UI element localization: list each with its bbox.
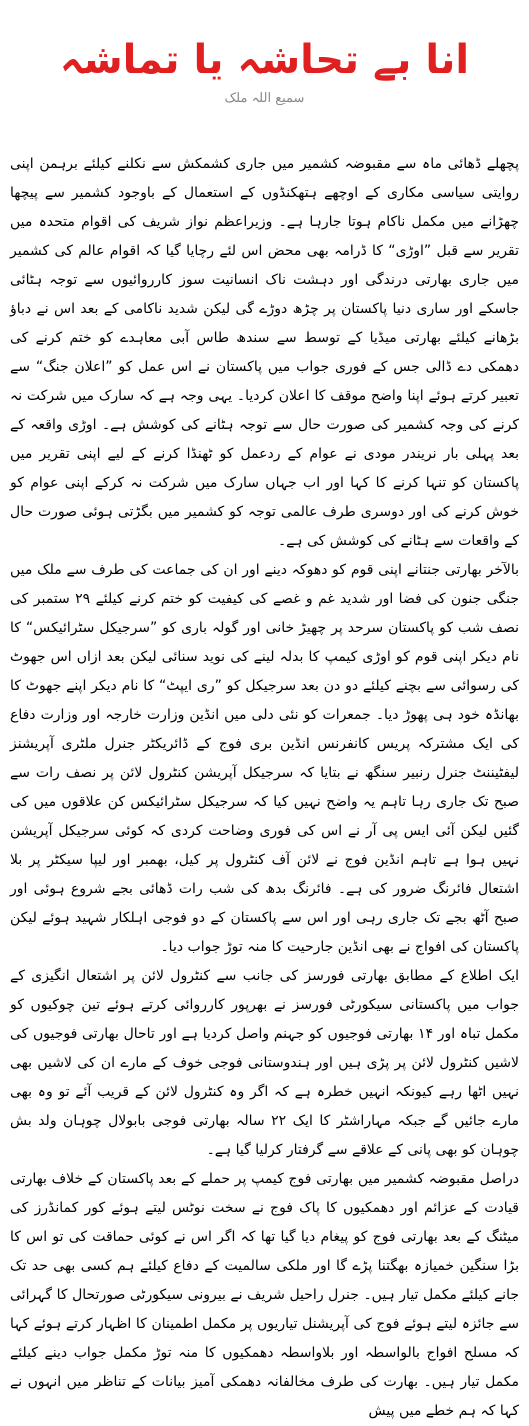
article-body (10, 150, 519, 1419)
article-paragraph: پچھلے ڈھائی ماہ سے مقبوضہ کشمیر میں جاری کشمکش سے نکلنے کیلئے برہمن اپنی روایتی سیاسی مکاری کے اوچھے ہتھکنڈوں کے استعمال کے باوجود کشمیر سے پیچھا چھڑانے میں مکمل ناکام ہوتا جارہا ہے۔ وزیراعظم نواز شریف کی اقوام متحدہ میں تقریر سے قبل ”اوڑی“ کا ڈرامہ بھی محض اس لئے رچایا گیا کہ اقوام عالم کی کشمیر میں جاری بھارتی درندگی اور دہشت ناک انسانیت سوز کارروائیوں سے توجہ ہٹائی جاسکے اور ساری دنیا پاکستان پر چڑھ دوڑے گی لیکن شدید ناکامی کے بعد اس نے دباؤ بڑھانے کیلئے بھارتی میڈیا کے توسط سے سندھ طاس آبی معاہدے کو ختم کرنے کی دھمکی دے ڈالی جس کے فوری جواب میں پاکستان نے اس عمل کو ”اعلان جنگ“ سے تعبیر کرتے ہوئے اپنا واضح موقف کا اعلان کردیا۔ یہی وجہ ہے کہ سارک میں شرکت نہ کرنے کی وجہ کشمیر کی صورت حال سے توجہ ہٹانے کی کوشش ہے۔ اوڑی واقعہ کے بعد پہلی بار نریندر مودی نے عوام کے ردعمل کو ٹھنڈا کرنے کے لیے اپنی تقریر میں پاکستان کو تنہا کرنے کا کہا اور اب جہاں سارک میں شرکت نہ کرکے اپنی عوام کو خوش کرنے کی اور دوسری طرف عالمی توجہ کو کشمیر میں بگڑتی ہوئی صورت حال کے واقعات سے ہٹانے کی کوشش کی ہے۔ (10, 156, 519, 549)
article-paragraph: بالآخر بھارتی جنتانے اپنی قوم کو دھوکہ دینے اور ان کی جماعت کی طرف سے ملک میں جنگی جنون کی فضا اور شدید غم و غصے کی کیفیت کو ختم کرنے کیلئے ۲۹ ستمبر کی نصف شب کو پاکستان سرحد پر چھیڑ خانی اور گولہ باری کو ”سرجیکل سٹرائیکس“ کا نام دیکر اپنی قوم کو اوڑی کیمپ کا بدلہ لینے کی نوید سنائی لیکن بعد ازاں اس جھوٹ کی رسوائی سے بچنے کیلئے دو دن بعد سرجیکل کو ”ری ایپٹ“ کا نام دیکر اپنے جھوٹ کا بھانڈہ خود ہی پھوڑ دیا۔ جمعرات کو نئی دلی میں انڈین وزارت خارجہ اور وزارت دفاع کی ایک مشترکہ پریس کانفرنس انڈین بری فوج کے ڈائریکٹر جنرل ملٹری آپریشنز لیفٹیننٹ جنرل رنبیر سنگھ نے بتایا کہ سرجیکل آپریشن کنٹرول لائن پر نصف رات سے صبح تک جاری رہا تاہم یہ واضح نہیں کیا کہ سرجیکل سٹرائیکس کن علاقوں میں کی گئیں لیکن آئی ایس پی آر نے اس کی فوری وضاحت کردی کہ کوئی سرجیکل آپریشن نہیں ہوا ہے تاہم انڈین فوج نے لائن آف کنٹرول پر کیل، بھمبر اور لیپا سیکٹر پر بلا اشتعال فائرنگ ضرور کی ہے۔ فائرنگ بدھ کی شب رات ڈھائی بجے شروع ہوئی اور صبح آٹھ بجے تک جاری رہی اور اس سے پاکستان کے دو فوجی اہلکار شہید ہوئے لیکن پاکستان کی افواج نے بھی انڈین جارحیت کا منہ توڑ جواب دیا۔ (10, 562, 519, 955)
article-paragraph: دراصل مقبوضہ کشمیر میں بھارتی فوج کیمپ پر حملے کے بعد پاکستان کے خلاف بھارتی قیادت کے عزائم اور دھمکیوں کا پاک فوج نے سخت نوٹس لیتے ہوئے کور کمانڈرز کی میٹنگ کے بعد بھارتی فوج کو پیغام دیا گیا تھا کہ اگر اس نے کوئی حماقت کی تو اس کا بڑا سنگین خمیازہ بھگتنا پڑے گا اور ملکی سالمیت کے دفاع کیلئے ہم کسی بھی حد تک جانے کیلئے مکمل تیار ہیں۔ جنرل راحیل شریف نے بیرونی سیکورٹی صورتحال کا گہرائی سے جائزہ لیتے ہوئے فوج کی آپریشنل تیاریوں پر مکمل اطمینان کا اظہار کرتے ہوئے کہا کہ مسلح افواج بالواسطہ اور بلاواسطہ دھمکیوں کا منہ توڑ مکمل جواب دینے کیلئے مکمل تیار ہیں۔ بھارت کی طرف مخالفانہ دھمکی آمیز بیانات کے تناظر میں انہوں نے کہا کہ ہم خطے میں پیش (10, 1171, 519, 1419)
author-byline: سمیع اللہ ملک (224, 91, 305, 106)
article-paragraph: ایک اطلاع کے مطابق بھارتی فورسز کی جانب سے کنٹرول لائن پر اشتعال انگیزی کے جواب میں پاکستانی سیکورٹی فورسز نے بھرپور کارروائی کرتے ہوئے تین چوکیوں کو مکمل تباہ اور ۱۴ بھارتی فوجیوں کو جہنم واصل کردیا ہے اور تاحال بھارتی فوجیوں کی لاشیں کنٹرول لائن پر پڑی ہیں اور ہندوستانی فوجی خوف کے مارے ان کی لاشیں بھی نہیں اٹھا رہے کیونکہ انہیں خطرہ ہے کہ اگر وہ کنٹرول لائن کے قریب آئے تو وہ بھی مارے جائیں گے جبکہ مہاراشٹر کا ایک ۲۲ سالہ بھارتی فوجی بابولال چوہان ولد بش چوہان کو بھی پانی کے علاقے سے گرفتار کرلیا گیا ہے۔ (10, 968, 519, 1158)
article-headline: انا بے تحاشہ یا تماشہ (59, 37, 470, 83)
